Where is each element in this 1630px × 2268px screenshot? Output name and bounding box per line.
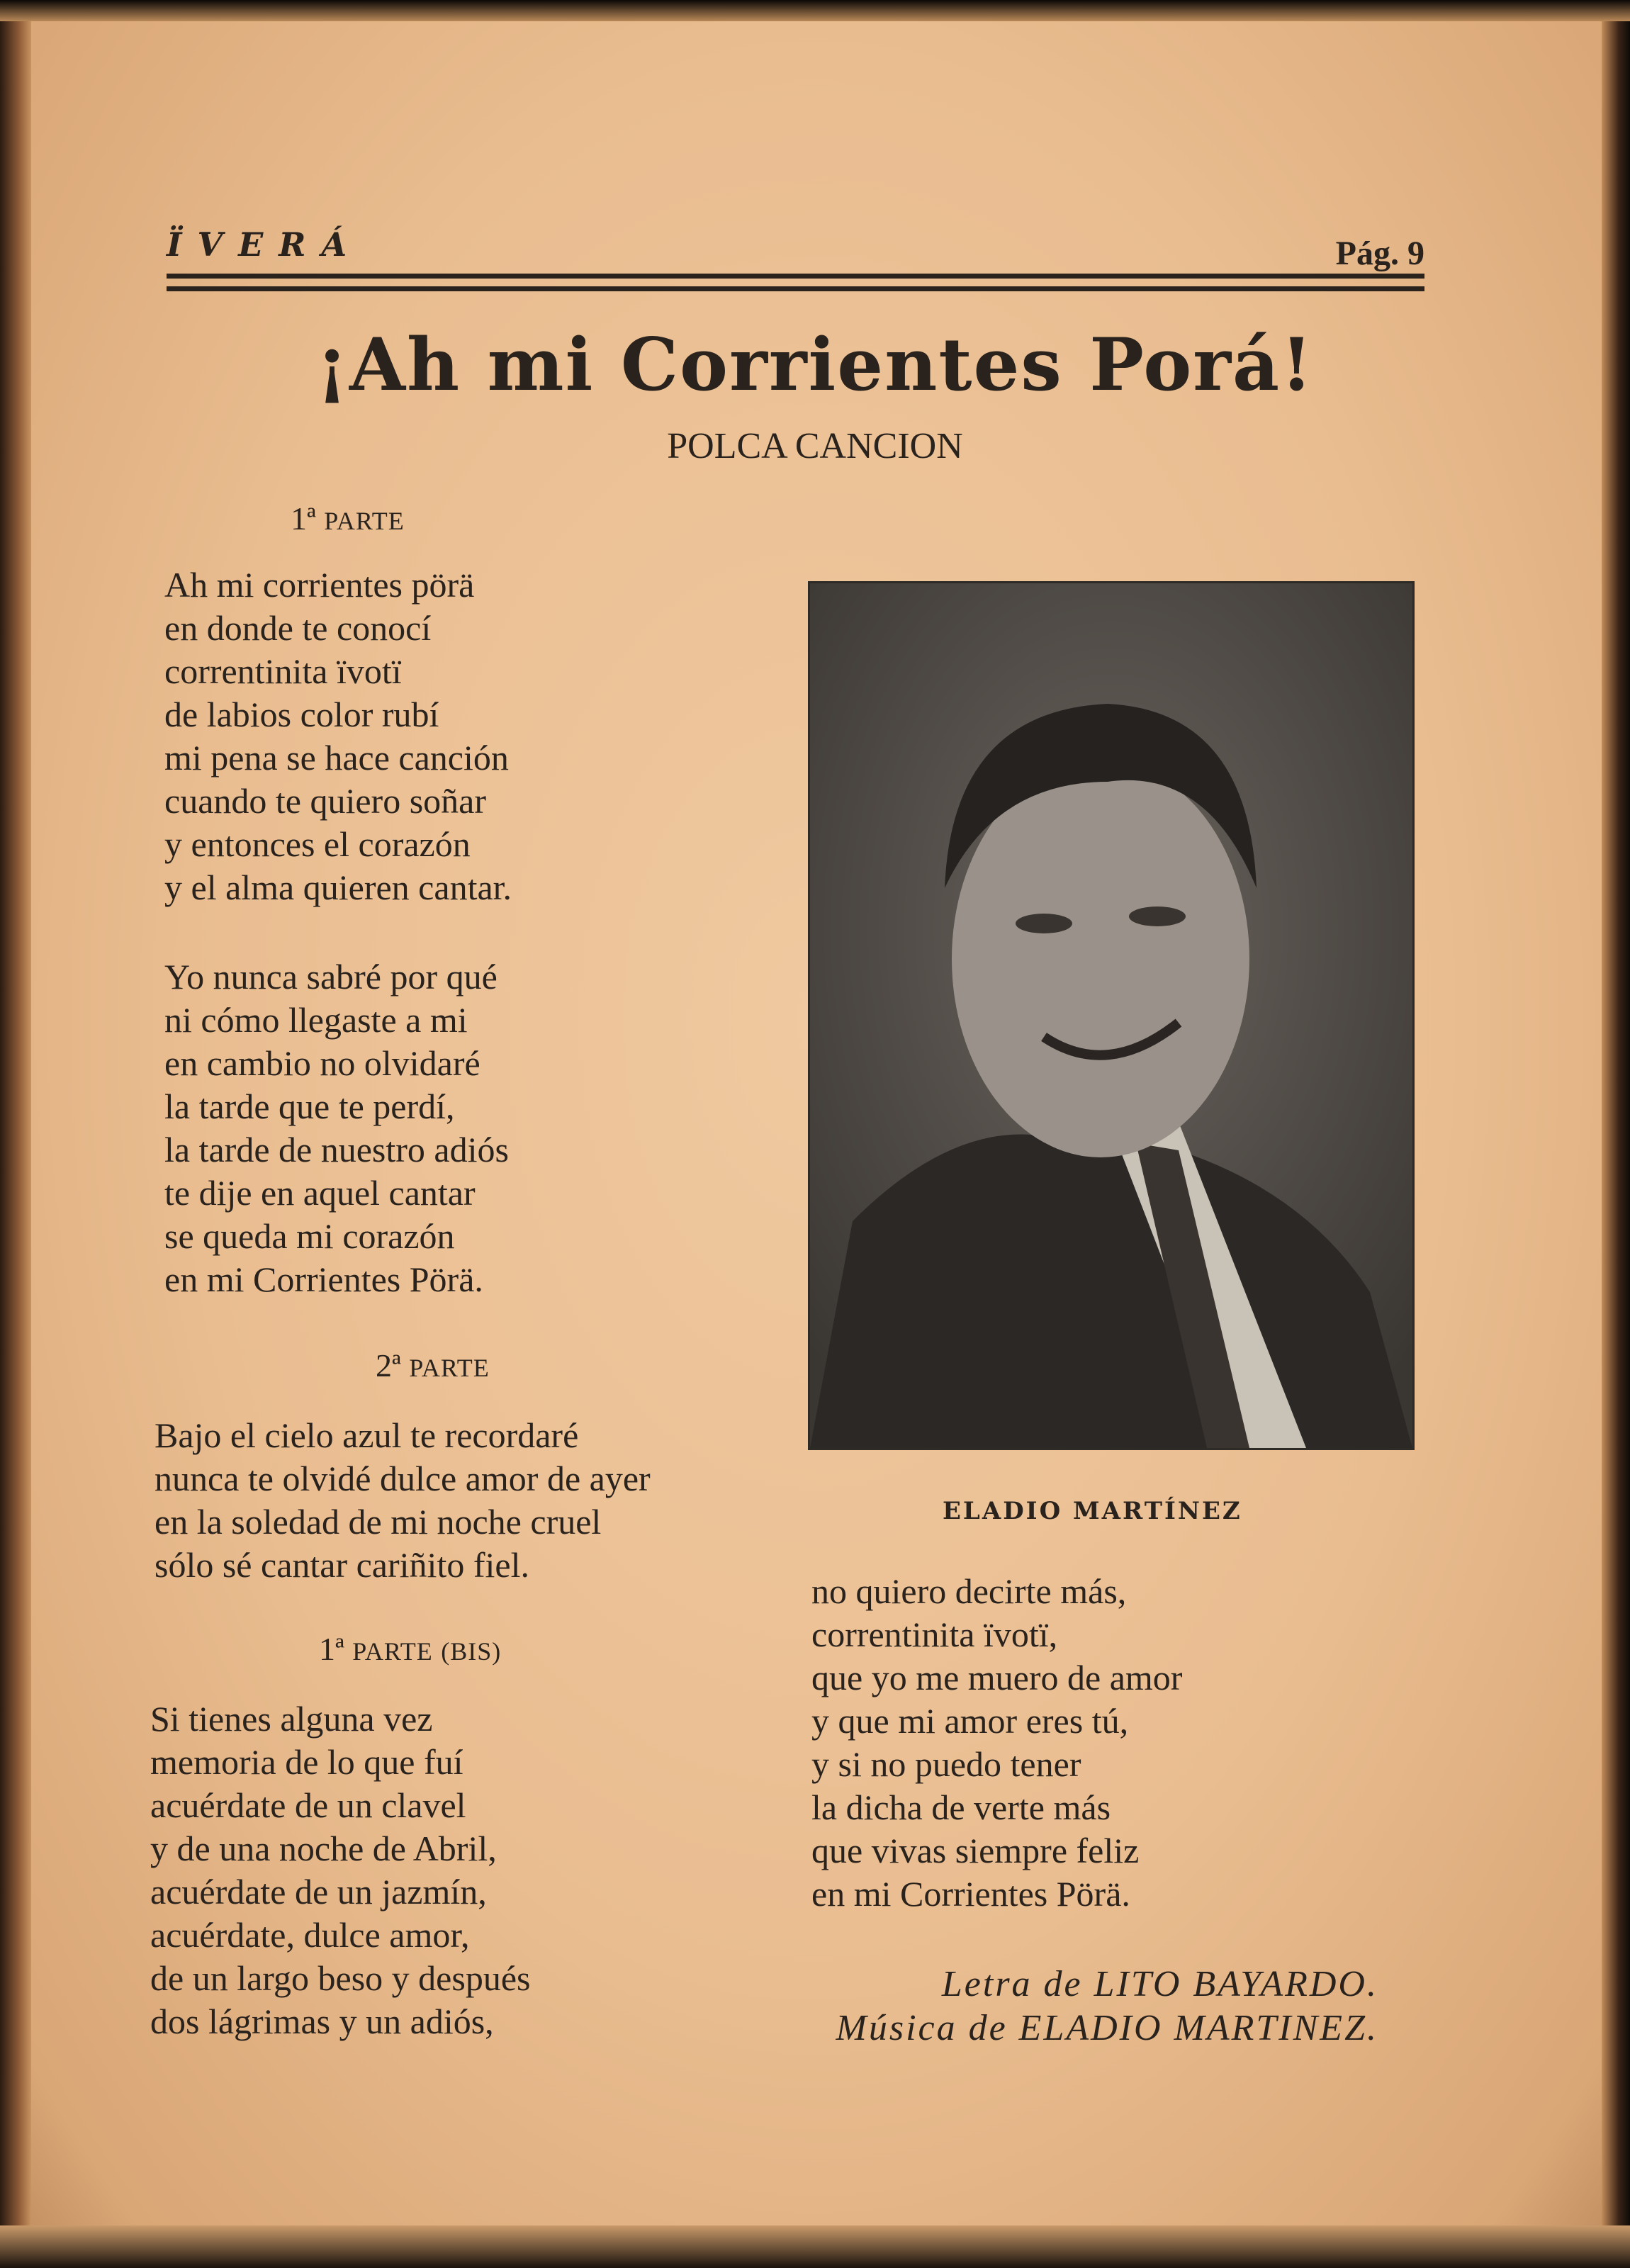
stanza	[164, 955, 509, 1301]
section-number: 1ª	[291, 500, 316, 537]
lyrics-credit: Letra de LITO BAYARDO.	[941, 1964, 1378, 2004]
running-header-title: ÏVERÁ	[167, 225, 363, 264]
section-heading	[376, 1347, 490, 1384]
song-subtitle: POLCA CANCION	[667, 426, 963, 466]
lyric-line: ni cómo llegaste a mi	[164, 1000, 468, 1040]
portrait-photo	[808, 581, 1415, 1450]
section-number: 1ª	[319, 1631, 344, 1667]
lyric-line: memoria de lo que fuí	[150, 1742, 463, 1782]
lyric-line: cuando te quiero soñar	[164, 781, 487, 821]
lyric-line: correntinita ïvotï,	[811, 1615, 1058, 1654]
lyric-line: sólo sé cantar cariñito fiel.	[154, 1545, 529, 1585]
lyric-line: y si no puedo tener	[811, 1744, 1081, 1784]
section-extra: (BIS)	[441, 1637, 502, 1666]
section-word: PARTE	[352, 1637, 433, 1666]
song-title: ¡Ah mi Corrientes Porá!	[316, 322, 1314, 408]
lyric-line: acuérdate, dulce amor,	[150, 1915, 470, 1955]
lyric-line: en mi Corrientes Pörä.	[811, 1874, 1130, 1914]
stanza	[150, 1697, 530, 2043]
lyric-line: Bajo el cielo azul te recordaré	[154, 1415, 579, 1455]
lyric-line: de labios color rubí	[164, 695, 439, 734]
lyric-line: en mi Corrientes Pörä.	[164, 1259, 483, 1299]
lyric-line: que yo me muero de amor	[811, 1658, 1183, 1697]
lyric-line: no quiero decirte más,	[811, 1571, 1127, 1611]
lyric-line: la dicha de verte más	[811, 1787, 1111, 1827]
lyric-line: Ah mi corrientes pörä	[164, 565, 475, 605]
lyric-line: en cambio no olvidaré	[164, 1043, 480, 1083]
lyric-line: en donde te conocí	[164, 608, 432, 648]
section-word: PARTE	[324, 507, 405, 535]
lyric-line: que vivas siempre feliz	[811, 1831, 1140, 1870]
header-rule	[167, 286, 1424, 291]
lyric-line: acuérdate de un jazmín,	[150, 1872, 487, 1911]
stanza	[154, 1414, 651, 1587]
section-number: 2ª	[376, 1347, 401, 1383]
lyric-line: se queda mi corazón	[164, 1216, 455, 1256]
lyric-line: dos lágrimas y un adiós,	[150, 2002, 494, 2041]
stanza	[164, 563, 512, 909]
lyric-line: nunca te olvidé dulce amor de ayer	[154, 1459, 651, 1498]
lyric-line: Si tienes alguna vez	[150, 1699, 433, 1739]
lyric-line: mi pena se hace canción	[164, 738, 509, 777]
lyric-line: y de una noche de Abril,	[150, 1829, 497, 1868]
page-edge-bottom	[0, 2225, 1630, 2268]
page-number: Pág. 9	[1335, 235, 1424, 272]
lyric-line: y el alma quieren cantar.	[164, 868, 512, 907]
lyric-line: de un largo beso y después	[150, 1958, 531, 1998]
page-edge-top	[0, 0, 1630, 21]
lyric-line: la tarde de nuestro adiós	[164, 1130, 509, 1169]
header-rule	[167, 274, 1424, 279]
lyric-line: en la soledad de mi noche cruel	[154, 1502, 602, 1542]
music-credit: Música de ELADIO MARTINEZ.	[836, 2008, 1378, 2048]
lyric-line: y entonces el corazón	[164, 824, 471, 864]
section-heading	[291, 500, 405, 537]
section-heading	[319, 1630, 501, 1668]
stanza	[811, 1570, 1182, 1916]
section-word: PARTE	[409, 1354, 490, 1382]
lyric-line: la tarde que te perdí,	[164, 1087, 455, 1126]
lyric-line: Yo nunca sabré por qué	[164, 957, 498, 997]
photo-caption: ELADIO MARTÍNEZ	[943, 1497, 1242, 1525]
lyric-line: correntinita ïvotï	[164, 651, 402, 691]
lyric-line: acuérdate de un clavel	[150, 1785, 466, 1825]
lyric-line: te dije en aquel cantar	[164, 1173, 476, 1213]
lyric-line: y que mi amor eres tú,	[811, 1701, 1129, 1741]
